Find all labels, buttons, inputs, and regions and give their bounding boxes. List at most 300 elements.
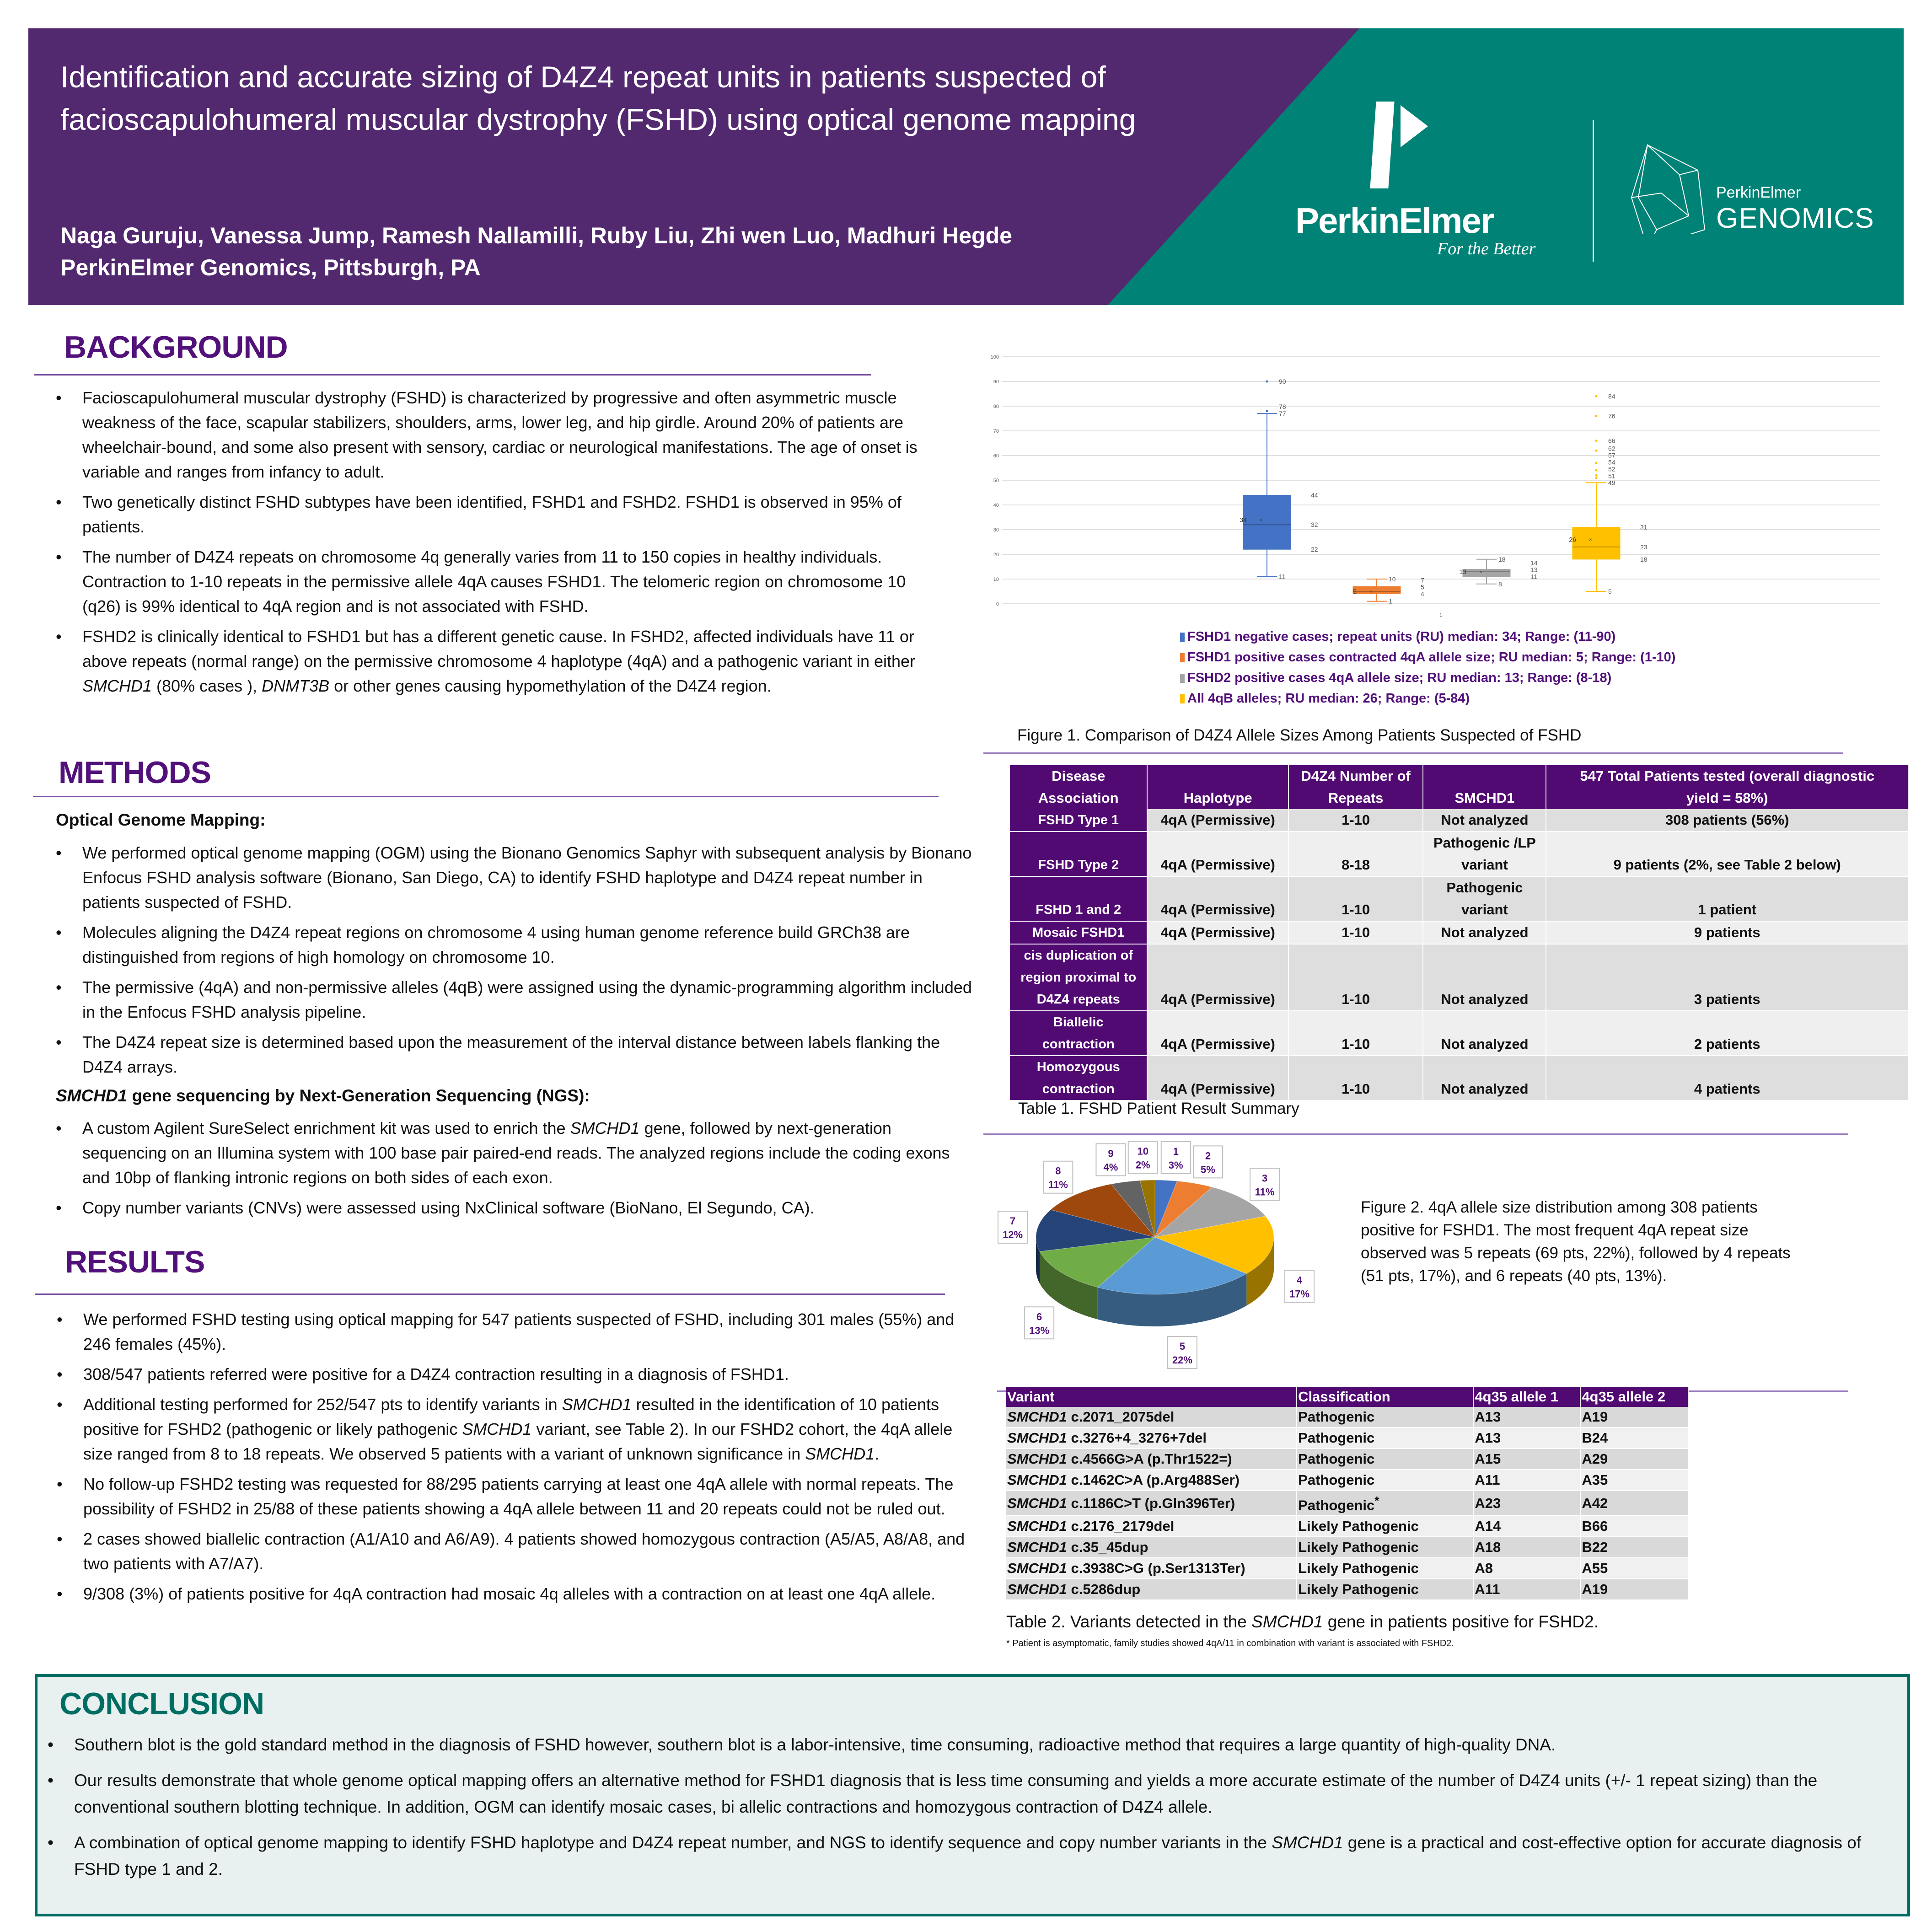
cell-line: D4Z4 repeats <box>1036 992 1120 1007</box>
table1-row <box>1010 921 1908 944</box>
author-block <box>60 220 1012 284</box>
cell-line: Mosaic FSHD1 <box>1032 925 1125 940</box>
max-label: 49 <box>1608 479 1615 487</box>
gene-name: SMCHD1 <box>1007 1539 1067 1556</box>
mean-marker-x-icon: × <box>1260 517 1263 523</box>
table1-row <box>1010 1056 1908 1100</box>
y-tick-label: 80 <box>993 404 999 409</box>
q1-label: 4 <box>1421 590 1424 598</box>
variant-text: c.3938C>G (p.Ser1313Ter) <box>1067 1560 1245 1577</box>
pie-data-label <box>1043 1161 1073 1193</box>
disease-association-cell <box>1010 1056 1147 1100</box>
text: gene sequencing by Next-Generation Sequencing (NGS): <box>127 1086 590 1105</box>
legend-swatch-icon <box>1180 674 1185 683</box>
cell-line: Pathogenic <box>1446 880 1523 896</box>
allele-cell: A14 <box>1473 1516 1580 1537</box>
classification-cell: Pathogenic* <box>1297 1491 1473 1516</box>
text: FSHD2 is clinically identical to FSHD1 but has a different genetic cause. In FSHD2, affected individuals have 11 or above repeats (normal range) on the permissive chromosome 4 haplotype (4qA) and a pathogenic variant in either <box>82 627 916 671</box>
box-series <box>1459 556 1537 588</box>
patients-cell: 9 patients (2%, see Table 2 below) <box>1546 832 1908 876</box>
header-line: Disease <box>1052 768 1106 784</box>
conclusion-list <box>47 1732 1894 1892</box>
variant-cell <box>1006 1516 1297 1537</box>
cell-line: Not analyzed <box>1441 1081 1529 1097</box>
table2-row <box>1006 1558 1688 1579</box>
median-label: 32 <box>1311 521 1318 529</box>
allele-cell: A19 <box>1580 1407 1688 1428</box>
poster-header <box>28 28 1904 305</box>
gene-name: SMCHD1 <box>1007 1430 1067 1446</box>
genomics-logo <box>1629 156 1904 248</box>
ngs-bullet <box>82 1116 965 1190</box>
cell-line: variant <box>1461 857 1508 873</box>
outlier-label: 51 <box>1608 472 1615 480</box>
min-label: 8 <box>1498 580 1502 588</box>
y-tick-label: 0 <box>996 601 999 607</box>
header-line: 547 Total Patients tested (overall diagnostic <box>1580 768 1875 784</box>
classification-cell: Likely Pathogenic <box>1297 1579 1473 1600</box>
allele-cell: A23 <box>1473 1491 1580 1516</box>
q1-label: 18 <box>1640 555 1648 563</box>
outlier-label: 76 <box>1608 412 1615 420</box>
mean-marker-x-icon: × <box>1589 537 1592 543</box>
gene-name: SMCHD1 <box>805 1444 875 1463</box>
haplotype-cell: 4qA (Permissive) <box>1147 944 1288 1011</box>
min-label: 1 <box>1389 597 1392 605</box>
legend-item <box>1180 688 1675 709</box>
legend-item <box>1180 647 1675 668</box>
table2-column-header: 4q35 allele 2 <box>1580 1387 1688 1407</box>
affiliation: PerkinElmer Genomics, Pittsburgh, PA <box>60 255 481 280</box>
variant-cell <box>1006 1407 1297 1428</box>
mean-label: 26 <box>1569 536 1576 543</box>
background-heading: BACKGROUND <box>64 330 288 365</box>
classification-cell: Pathogenic <box>1297 1428 1473 1449</box>
mean-label: 5 <box>1353 588 1357 595</box>
ogm-bullet: • We performed optical genome mapping (OGM) using the Bionano Genomics Saphyr with subsequent analysis by Bionano Enfocus FSHD analysis software (Bionano, San Diego, CA) to identify FSHD haplotype and D4Z4 repeat number in patients suspected of FSHD. <box>82 841 983 915</box>
poster-title: Identification and accurate sizing of D4Z4 repeat units in patients suspected of facioscapulohumeral muscular dystrophy (FSHD) using optical genome mapping <box>60 60 1136 136</box>
pie-data-label <box>998 1211 1027 1243</box>
median-label: 5 <box>1421 583 1424 591</box>
ogm-list <box>55 841 983 1085</box>
pie-category-label: 9 <box>1108 1148 1114 1159</box>
pie-category-label: 2 <box>1205 1150 1211 1162</box>
methods-heading: METHODS <box>59 755 211 790</box>
outlier-label: 90 <box>1279 378 1286 385</box>
gene-name: SMCHD1 <box>1007 1518 1067 1535</box>
q3-label: 7 <box>1421 576 1424 584</box>
box-series <box>1353 575 1424 605</box>
variant-text: c.2176_2179del <box>1067 1518 1175 1535</box>
y-tick-label: 90 <box>993 379 999 385</box>
header-line: yield = 58%) <box>1686 790 1768 806</box>
smchd1-cell <box>1423 832 1546 876</box>
gene-name: SMCHD1 <box>56 1086 128 1105</box>
box-series <box>1240 378 1318 580</box>
y-tick-label: 100 <box>990 354 999 360</box>
pie-data-label <box>1161 1142 1191 1174</box>
logo-name: PerkinElmer <box>1295 200 1494 241</box>
disease-association-cell <box>1010 944 1147 1011</box>
outlier-label: 84 <box>1608 392 1615 400</box>
repeats-cell: 1-10 <box>1288 876 1423 921</box>
cell-line: Not analyzed <box>1441 924 1529 940</box>
pie-percent-label: 11% <box>1255 1186 1275 1198</box>
results-bullet: • 308/547 patients referred were positive for a D4Z4 contraction resulting in a diagnosis of FSHD1. <box>83 1362 984 1387</box>
mean-label: 13 <box>1459 568 1466 575</box>
pie-data-label <box>1128 1141 1158 1173</box>
table1-column-header <box>1423 765 1546 809</box>
patients-cell: 1 patient <box>1546 876 1908 921</box>
pie-percent-label: 13% <box>1029 1325 1050 1336</box>
box-iqr <box>1572 527 1620 559</box>
cell-line: contraction <box>1042 1082 1115 1096</box>
table2-row <box>1006 1491 1688 1516</box>
patients-cell: 308 patients (56%) <box>1546 809 1908 832</box>
background-rule <box>34 374 871 376</box>
repeats-cell: 1-10 <box>1288 1011 1423 1056</box>
allele-cell: B66 <box>1580 1516 1688 1537</box>
table1-column-header <box>1147 765 1288 809</box>
q1-label: 11 <box>1530 573 1537 580</box>
footnote-mark: * <box>1374 1495 1379 1508</box>
conclusion-heading: CONCLUSION <box>59 1686 264 1721</box>
haplotype-cell: 4qA (Permissive) <box>1147 921 1288 944</box>
conclusion-bullet: • Southern blot is the gold standard method in the diagnosis of FSHD however, southern blot is a labor-intensive, time consuming, radioactive method that requires a large quantity of high-quality DNA. <box>74 1732 1894 1758</box>
outlier-label: 66 <box>1608 437 1615 445</box>
pie-percent-label: 22% <box>1172 1354 1192 1366</box>
legend-swatch-icon <box>1180 633 1185 642</box>
variant-cell <box>1006 1428 1297 1449</box>
variant-text: c.5286dup <box>1067 1581 1141 1598</box>
allele-cell: A11 <box>1473 1470 1580 1491</box>
table2-row <box>1006 1537 1688 1558</box>
table2-header-row <box>1006 1387 1688 1407</box>
ogm-bullet: • The permissive (4qA) and non-permissive alleles (4qB) were assigned using the dynamic-programming algorithm included in the Enfocus FSHD analysis pipeline. <box>82 975 983 1025</box>
repeats-cell: 1-10 <box>1288 944 1423 1011</box>
cell-line: Not analyzed <box>1441 812 1529 828</box>
table1-row <box>1010 944 1908 1011</box>
header-line: Repeats <box>1328 790 1384 806</box>
ngs-bullet: • Copy number variants (CNVs) were assessed using NxClinical software (BioNano, El Segundo, CA). <box>82 1196 965 1220</box>
classification-cell: Pathogenic <box>1297 1449 1473 1470</box>
gene-name: DNMT3B <box>262 676 330 695</box>
allele-cell: A11 <box>1473 1579 1580 1600</box>
allele-cell: A42 <box>1580 1491 1688 1516</box>
background-bullet: • Two genetically distinct FSHD subtypes have been identified, FSHD1 and FSHD2. FSHD1 is observed in 95% of patients. <box>82 490 947 539</box>
variant-text: c.1462C>A (p.Arg488Ser) <box>1067 1472 1240 1488</box>
gene-name: SMCHD1 <box>1007 1472 1067 1488</box>
table1-caption: Table 1. FSHD Patient Result Summary <box>1018 1100 1299 1117</box>
pie-category-label: 5 <box>1179 1340 1186 1352</box>
text: or other genes causing hypomethylation of the D4Z4 region. <box>329 676 772 695</box>
cell-line: Not analyzed <box>1441 1036 1529 1052</box>
pie-category-label: 6 <box>1036 1311 1042 1323</box>
variant-cell <box>1006 1579 1297 1600</box>
conclusion-bullet <box>74 1830 1894 1883</box>
outlier-point <box>1595 450 1598 452</box>
results-rule <box>35 1293 945 1295</box>
classification-cell: Pathogenic <box>1297 1407 1473 1428</box>
ogm-subheading: Optical Genome Mapping: <box>56 810 266 829</box>
pie-category-label: 10 <box>1137 1145 1148 1157</box>
table2-row <box>1006 1449 1688 1470</box>
gene-name: SMCHD1 <box>562 1395 632 1414</box>
text: A custom Agilent SureSelect enrichment kit was used to enrich the <box>82 1119 570 1138</box>
disease-association-cell <box>1010 809 1147 832</box>
ogm-bullet: • Molecules aligning the D4Z4 repeat regions on chromosome 4 using human genome reference build GRCh38 are distinguished from regions of high homology on chromosome 10. <box>82 920 983 970</box>
q3-label: 44 <box>1311 491 1318 499</box>
mean-marker-x-icon: × <box>1369 589 1373 595</box>
allele-cell: A8 <box>1473 1558 1580 1579</box>
variant-cell <box>1006 1558 1297 1579</box>
gene-name: SMCHD1 <box>1251 1612 1323 1631</box>
outlier-point <box>1266 381 1268 383</box>
q1-label: 22 <box>1311 546 1318 553</box>
text: gene is a practical and cost-effective option for accurate diagnosis of FSHD type 1 and 2. <box>74 1833 1862 1878</box>
mean-marker-x-icon: × <box>1479 569 1482 575</box>
table2-row <box>1006 1516 1688 1537</box>
box-series <box>1569 392 1647 595</box>
variant-cell <box>1006 1470 1297 1491</box>
text: (80% cases ), <box>152 676 262 695</box>
y-tick-label: 70 <box>993 429 999 434</box>
results-bullet: • 9/308 (3%) of patients positive for 4qA contraction had mosaic 4q alleles with a contraction on at least one 4qA allele. <box>83 1582 984 1606</box>
smchd1-cell <box>1423 1056 1546 1100</box>
pie-percent-label: 5% <box>1201 1164 1215 1175</box>
table2-footnote: * Patient is asymptomatic, family studies showed 4qA/11 in combination with variant is associated with FSHD2. <box>1006 1638 1454 1648</box>
table1-patient-summary <box>1010 765 1909 1101</box>
table1-column-header <box>1288 765 1423 809</box>
legend-item <box>1180 627 1675 647</box>
conclusion-bullet: • Our results demonstrate that whole genome optical mapping offers an alternative method for FSHD1 diagnosis that is less time consuming and yields a more accurate estimate of the number of D4Z4 units (+/- 1 repeat sizing) than the conventional southern blotting technique. In addition, OGM can identify mosaic cases, bi allelic contractions and homozygous contraction of D4Z4 allele. <box>74 1767 1894 1820</box>
outlier-point <box>1595 440 1598 442</box>
gene-name: SMCHD1 <box>1007 1581 1067 1598</box>
pie-category-label: 4 <box>1296 1274 1303 1286</box>
cell-line: Not analyzed <box>1441 991 1529 1007</box>
header-line: Association <box>1038 790 1119 806</box>
text: gene, followed by next-generation sequencing on an Illumina system with 100 base pair paired-end reads. The analyzed regions include the coding exons and 10bp of flanking intronic regions on both sides of each exon. <box>82 1119 950 1187</box>
outlier-point <box>1595 462 1598 464</box>
outlier-label: 62 <box>1608 445 1615 452</box>
smchd1-cell <box>1423 1011 1546 1056</box>
results-bullet <box>83 1392 984 1466</box>
classification-cell: Likely Pathogenic <box>1297 1558 1473 1579</box>
text: gene in patients positive for FSHD2. <box>1323 1612 1599 1631</box>
gene-name: SMCHD1 <box>1007 1495 1067 1511</box>
pie-data-label <box>1285 1270 1314 1302</box>
y-tick-label: 20 <box>993 552 999 558</box>
cell-line: FSHD Type 2 <box>1038 858 1119 872</box>
results-bullet: • No follow-up FSHD2 testing was requested for 88/295 patients carrying at least one 4qA allele with normal repeats. The possibility of FSHD2 in 25/88 of these patients showing a 4qA allele between 11 and 20 repeats could not be ruled out. <box>83 1472 984 1521</box>
header-line: SMCHD1 <box>1454 790 1515 806</box>
authors: Naga Guruju, Vanessa Jump, Ramesh Nallamilli, Ruby Liu, Zhi wen Luo, Madhuri Hegde <box>60 223 1012 248</box>
header-line <box>1426 765 1543 787</box>
allele-cell: B22 <box>1580 1537 1688 1558</box>
methods-rule <box>33 796 939 797</box>
table2-row <box>1006 1579 1688 1600</box>
pie-category-label: 1 <box>1173 1145 1179 1157</box>
box-iqr <box>1463 569 1510 576</box>
table2-row <box>1006 1407 1688 1428</box>
haplotype-cell: 4qA (Permissive) <box>1147 832 1288 876</box>
smchd1-cell <box>1423 944 1546 1011</box>
table1-column-header <box>1546 765 1908 809</box>
pie-percent-label: 2% <box>1135 1159 1150 1171</box>
disease-association-cell <box>1010 876 1147 921</box>
table2-column-header: Variant <box>1006 1387 1297 1407</box>
variant-text: c.35_45dup <box>1067 1539 1148 1556</box>
box-iqr <box>1243 495 1291 549</box>
variant-cell <box>1006 1491 1297 1516</box>
conclusion-panel <box>35 1674 1910 1916</box>
y-tick-label: 50 <box>993 478 999 483</box>
pie-category-label: 7 <box>1009 1215 1016 1227</box>
table2-column-header: 4q35 allele 1 <box>1473 1387 1580 1407</box>
min-label: 11 <box>1279 573 1286 580</box>
header-line: D4Z4 Number of <box>1301 768 1411 784</box>
results-bullet: • 2 cases showed biallelic contraction (A1/A10 and A6/A9). 4 patients showed homozygous contraction (A5/A5, A8/A8, and two patients with A7/A7). <box>83 1527 984 1576</box>
pie-percent-label: 11% <box>1048 1179 1068 1191</box>
box-iqr <box>1353 586 1401 594</box>
y-tick-label: 10 <box>993 577 999 582</box>
logo-arrow-icon <box>1401 105 1428 147</box>
outlier-label: 57 <box>1608 451 1615 459</box>
table2-row <box>1006 1428 1688 1449</box>
table1-row <box>1010 809 1908 832</box>
max-label: 10 <box>1389 575 1396 583</box>
gene-name: SMCHD1 <box>1007 1409 1067 1425</box>
patients-cell: 3 patients <box>1546 944 1908 1011</box>
gene-name: SMCHD1 <box>1007 1451 1067 1467</box>
x-tick-label: 1 <box>1439 612 1443 618</box>
table1-row <box>1010 832 1908 876</box>
pie-percent-label: 17% <box>1289 1288 1310 1300</box>
text: A combination of optical genome mapping to identify FSHD haplotype and D4Z4 repeat number, and NGS to identify sequence and copy number variants in the <box>74 1833 1272 1852</box>
variant-text: c.2071_2075del <box>1067 1409 1175 1425</box>
disease-association-cell <box>1010 921 1147 944</box>
text: variant, see Table 2). In our FSHD2 cohort, the 4qA allele size ranged from 8 to 18 repeats. We observed 5 patients with a variant of unknown significance in <box>83 1420 953 1463</box>
y-tick-label: 60 <box>993 453 999 459</box>
variant-text: c.4566G>A (p.Thr1522=) <box>1067 1451 1232 1467</box>
cell-line: Biallelic <box>1053 1015 1104 1030</box>
max-label: 18 <box>1498 555 1506 563</box>
figure2-caption: Figure 2. 4qA allele size distribution among 308 patients positive for FSHD1. The most frequent 4qA repeat size observed was 5 repeats (69 pts, 22%), followed by 4 repeats (51 pts, 17%), and 6 repeats (40 pts, 13%). <box>1361 1198 1791 1285</box>
allele-cell: A13 <box>1473 1428 1580 1449</box>
repeats-cell: 1-10 <box>1288 809 1423 832</box>
figure2-pie-chart <box>997 1134 1345 1390</box>
figure1-caption: Figure 1. Comparison of D4Z4 Allele Sizes Among Patients Suspected of FSHD <box>1017 726 1582 744</box>
cell-line: FSHD 1 and 2 <box>1036 902 1122 917</box>
ngs-subheading <box>56 1086 590 1106</box>
disease-association-cell <box>1010 1011 1147 1056</box>
median-label: 23 <box>1640 543 1648 551</box>
background-bullet: • The number of D4Z4 repeats on chromosome 4q generally varies from 11 to 150 copies in healthy individuals. Contraction to 1-10 repeats in the permissive allele 4qA causes FSHD1. The telomeric region on chromosome 10 (q26) is 99% identical to 4qA region and is not associated with FSHD. <box>82 545 947 619</box>
logo-tagline: For the Better <box>1437 239 1536 258</box>
cell-line: FSHD Type 1 <box>1038 813 1119 827</box>
legend-swatch-icon <box>1180 653 1185 662</box>
logo-divider <box>1593 120 1594 262</box>
pie-category-label: 8 <box>1055 1165 1061 1177</box>
pie-data-label <box>1250 1168 1279 1200</box>
figure1-legend <box>1180 627 1675 709</box>
table1-row <box>1010 876 1908 921</box>
pie-data-label <box>1168 1336 1197 1368</box>
allele-cell: A55 <box>1580 1558 1688 1579</box>
pie-category-label: 3 <box>1261 1172 1268 1184</box>
cell-line: Pathogenic /LP <box>1433 835 1536 851</box>
y-tick-label: 40 <box>993 503 999 508</box>
pie-data-label <box>1025 1307 1054 1339</box>
variant-text: c.3276+4_3276+7del <box>1067 1430 1207 1446</box>
table2-column-header: Classification <box>1297 1387 1473 1407</box>
outlier-point <box>1595 474 1598 477</box>
allele-cell: A18 <box>1473 1537 1580 1558</box>
table2-smchd1-variants <box>1006 1387 1689 1600</box>
cell-line: region proximal to <box>1020 970 1137 985</box>
patients-cell: 9 patients <box>1546 921 1908 944</box>
pie-percent-label: 3% <box>1168 1159 1183 1171</box>
q3-label: 31 <box>1640 523 1648 531</box>
pie-percent-label: 12% <box>1002 1229 1023 1241</box>
header-line: Haplotype <box>1183 790 1252 806</box>
header-line <box>1150 765 1285 787</box>
results-heading: RESULTS <box>65 1245 205 1279</box>
genomics-main: GENOMICS <box>1716 203 1874 234</box>
cell-line: cis duplication of <box>1024 948 1133 963</box>
cell-line: contraction <box>1042 1037 1115 1052</box>
table1-column-header <box>1010 765 1147 809</box>
smchd1-cell <box>1423 809 1546 832</box>
background-bullet: • Facioscapulohumeral muscular dystrophy (FSHD) is characterized by progressive and often asymmetric muscle weakness of the face, scapular stabilizers, shoulders, arms, lower leg, and hip girdle. Around 20% of patients are wheelchair-bound, and some also present with sensory, cardiac or neurological manifestations. The age of onset is variable and ranges from infancy to adult. <box>82 386 947 484</box>
text: Additional testing performed for 252/547 pts to identify variants in <box>83 1395 562 1414</box>
classification-cell: Likely Pathogenic <box>1297 1537 1473 1558</box>
text: . <box>875 1444 880 1463</box>
outlier-label: 78 <box>1279 403 1286 411</box>
median-label: 13 <box>1530 566 1538 574</box>
allele-cell: A29 <box>1580 1449 1688 1470</box>
y-tick-label: 30 <box>993 527 999 533</box>
cell-line: Homozygous <box>1036 1060 1120 1074</box>
legend-swatch-icon <box>1180 694 1185 703</box>
variant-cell <box>1006 1449 1297 1470</box>
haplotype-cell: 4qA (Permissive) <box>1147 1056 1288 1100</box>
gene-name: SMCHD1 <box>1007 1560 1067 1577</box>
legend-label: All 4qB alleles; RU median: 26; Range: (5-84) <box>1187 691 1470 706</box>
table2-caption <box>1006 1612 1599 1631</box>
mean-label: 34 <box>1240 516 1247 524</box>
table1-header-row <box>1010 765 1908 809</box>
legend-label: FSHD2 positive cases 4qA allele size; RU median: 13; Range: (8-18) <box>1187 671 1612 685</box>
gene-name: SMCHD1 <box>570 1119 640 1138</box>
text: resulted in the identification of 10 patients positive for FSHD2 (pathogenic or likely pathogenic <box>83 1395 939 1438</box>
outlier-point <box>1595 415 1598 417</box>
background-bullet <box>82 624 947 698</box>
logo-p-bar-icon <box>1370 102 1394 188</box>
gene-name: SMCHD1 <box>82 676 152 695</box>
outlier-label: 52 <box>1608 465 1615 473</box>
allele-cell: A35 <box>1580 1470 1688 1491</box>
outlier-label: 54 <box>1608 458 1615 466</box>
legend-item <box>1180 668 1675 688</box>
cell-line: variant <box>1461 902 1508 918</box>
gene-name: SMCHD1 <box>462 1420 532 1438</box>
repeats-cell: 1-10 <box>1288 1056 1423 1100</box>
ogm-bullet: • The D4Z4 repeat size is determined based upon the measurement of the interval distance between labels flanking the D4Z4 arrays. <box>82 1030 983 1079</box>
min-label: 5 <box>1608 588 1612 595</box>
pie-percent-label: 4% <box>1103 1161 1118 1173</box>
pie-data-label <box>1096 1143 1125 1175</box>
